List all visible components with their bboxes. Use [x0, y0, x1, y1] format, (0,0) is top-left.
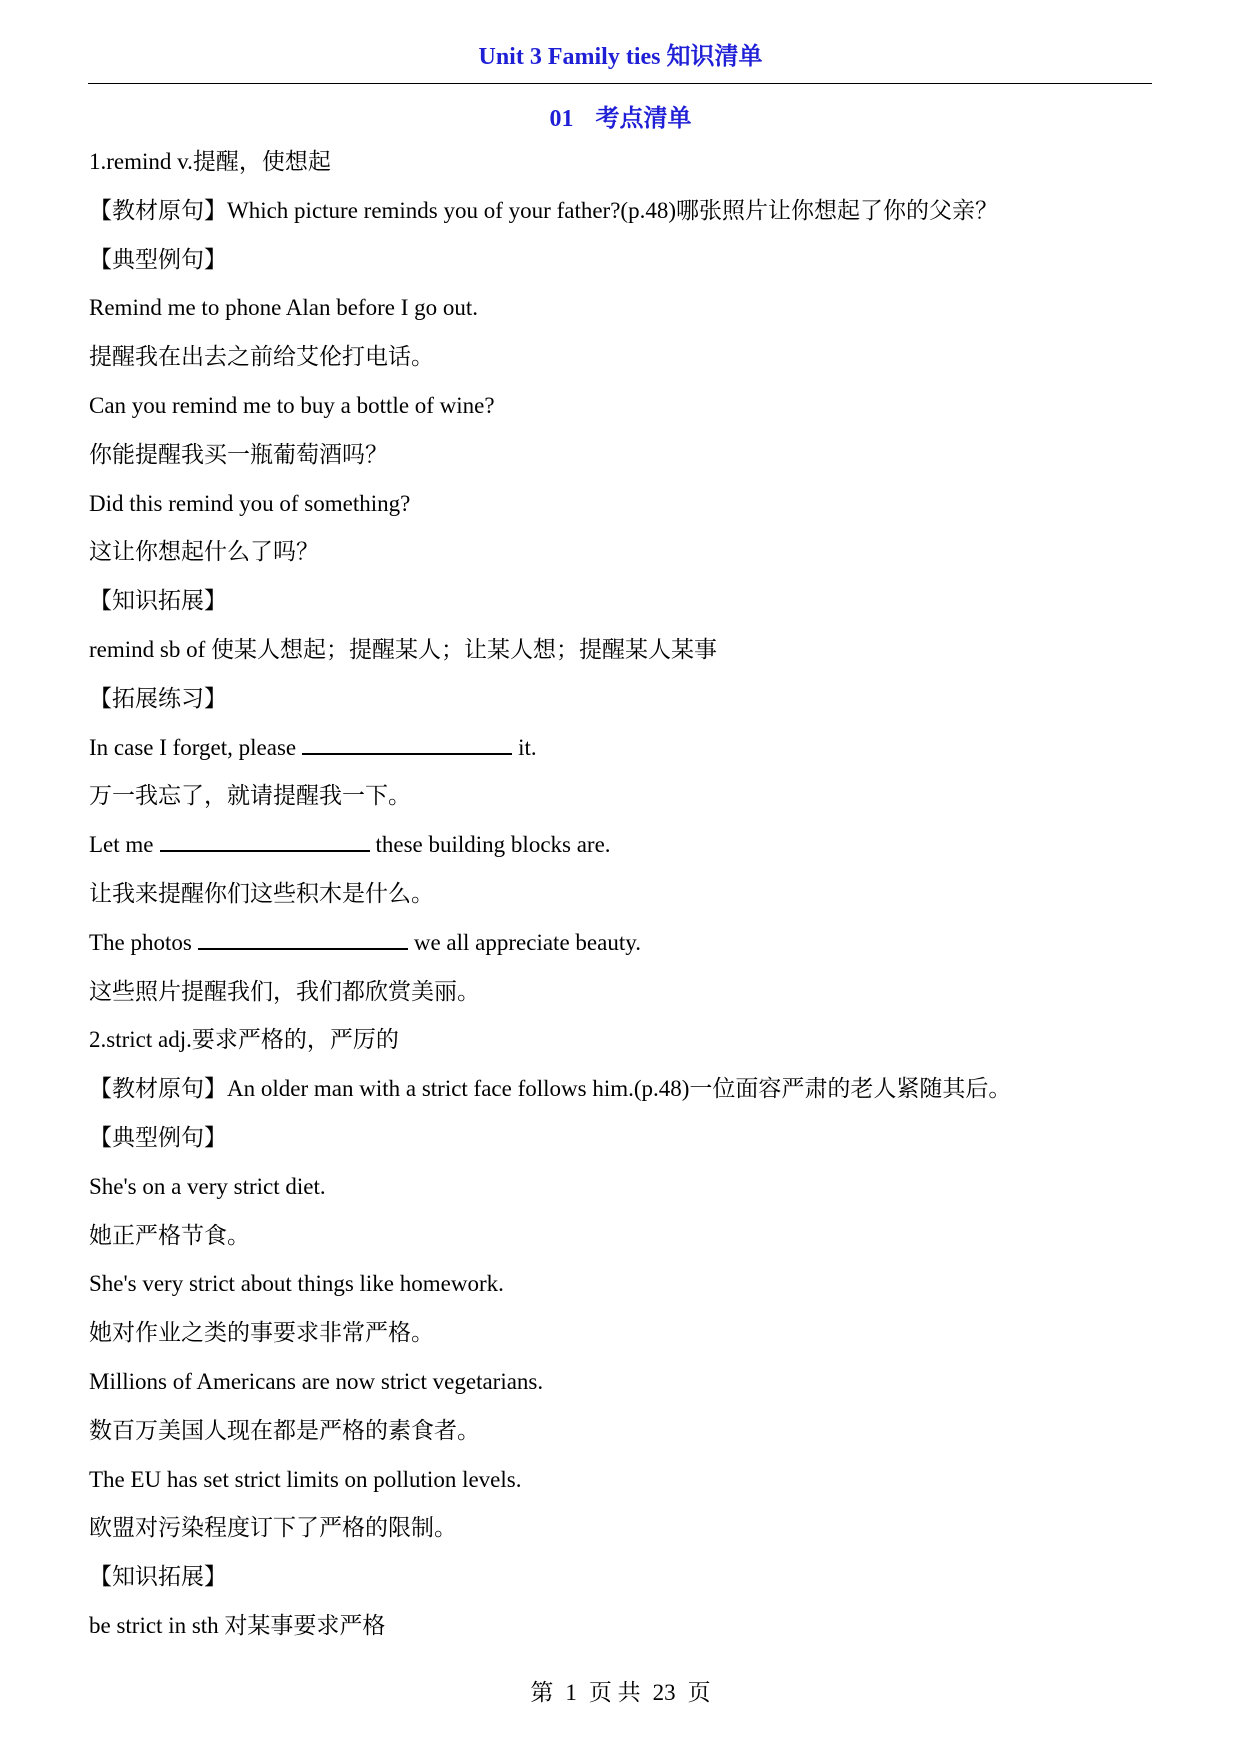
- text-line: 你能提醒我买一瓶葡萄酒吗？: [89, 441, 388, 467]
- text-line: Millions of Americans are now strict vegetarians.: [89, 1368, 544, 1394]
- text-line: 这让你想起什么了吗？: [89, 539, 319, 565]
- exercise-before: The photos: [89, 929, 192, 955]
- exercise-after: it.: [518, 734, 537, 760]
- text-line: Did this remind you of something?: [89, 490, 411, 516]
- text-line: 欧盟对污染程度订下了严格的限制。: [89, 1515, 457, 1541]
- fill-in-blank[interactable]: [302, 733, 512, 755]
- text-line: 2.strict adj.要求严格的，严厉的: [89, 1027, 399, 1053]
- footer-prefix: 第: [530, 1680, 554, 1705]
- exercise-before: In case I forget, please: [89, 734, 297, 760]
- exercise-line: [89, 724, 1159, 773]
- text-line: 她对作业之类的事要求非常严格。: [89, 1320, 434, 1346]
- text-line: 万一我忘了，就请提醒我一下。: [89, 783, 411, 809]
- footer-suffix: 页: [687, 1680, 711, 1705]
- exercise-before: Let me: [89, 832, 154, 858]
- text-line: 【教材原句】An older man with a strict face follows him.(p.48)一位面容严肃的老人紧随其后。: [89, 1076, 1012, 1102]
- text-line: 【拓展练习】: [89, 685, 227, 711]
- header-divider: [88, 83, 1152, 84]
- footer-middle: 页 共: [588, 1680, 641, 1705]
- exercise-line: [89, 919, 1159, 968]
- text-line: 数百万美国人现在都是严格的素食者。: [89, 1417, 480, 1443]
- section-heading: [0, 98, 1241, 133]
- page-footer: [0, 1674, 1241, 1707]
- text-line: 提醒我在出去之前给艾伦打电话。: [89, 344, 434, 370]
- fill-in-blank[interactable]: [198, 928, 408, 950]
- text-line: 【教材原句】Which picture reminds you of your father?(p.48)哪张照片让你想起了你的父亲？: [89, 197, 998, 223]
- footer-total-pages: 23: [652, 1680, 676, 1705]
- section-number: 01: [549, 106, 574, 132]
- text-line: be strict in sth 对某事要求严格: [89, 1612, 386, 1638]
- text-line: remind sb of 使某人想起；提醒某人；让某人想；提醒某人某事: [89, 636, 718, 662]
- text-line: She's on a very strict diet.: [89, 1173, 326, 1199]
- text-line: 让我来提醒你们这些积木是什么。: [89, 880, 434, 906]
- text-line: 这些照片提醒我们，我们都欣赏美丽。: [89, 978, 480, 1004]
- text-line: Remind me to phone Alan before I go out.: [89, 295, 479, 321]
- text-line: Can you remind me to buy a bottle of wine?: [89, 392, 495, 418]
- section-title: 考点清单: [595, 106, 692, 132]
- fill-in-blank[interactable]: [160, 830, 370, 852]
- text-line: 她正严格节食。: [89, 1222, 250, 1248]
- exercise-after: these building blocks are.: [375, 832, 611, 858]
- text-line: She's very strict about things like homework.: [89, 1271, 504, 1297]
- footer-current-page: 1: [565, 1680, 577, 1705]
- text-line: 【典型例句】: [89, 1124, 227, 1150]
- text-line: 【典型例句】: [89, 246, 227, 272]
- text-line: The EU has set strict limits on pollution levels.: [89, 1466, 522, 1492]
- text-line: 【知识拓展】: [89, 1564, 227, 1590]
- document-body: [89, 138, 1159, 1651]
- page-title: Unit 3 Family ties 知识清单: [478, 44, 763, 70]
- exercise-after: we all appreciate beauty.: [413, 929, 641, 955]
- text-line: 【知识拓展】: [89, 588, 227, 614]
- text-line: 1.remind v.提醒，使想起: [89, 149, 331, 174]
- exercise-line: [89, 821, 1159, 870]
